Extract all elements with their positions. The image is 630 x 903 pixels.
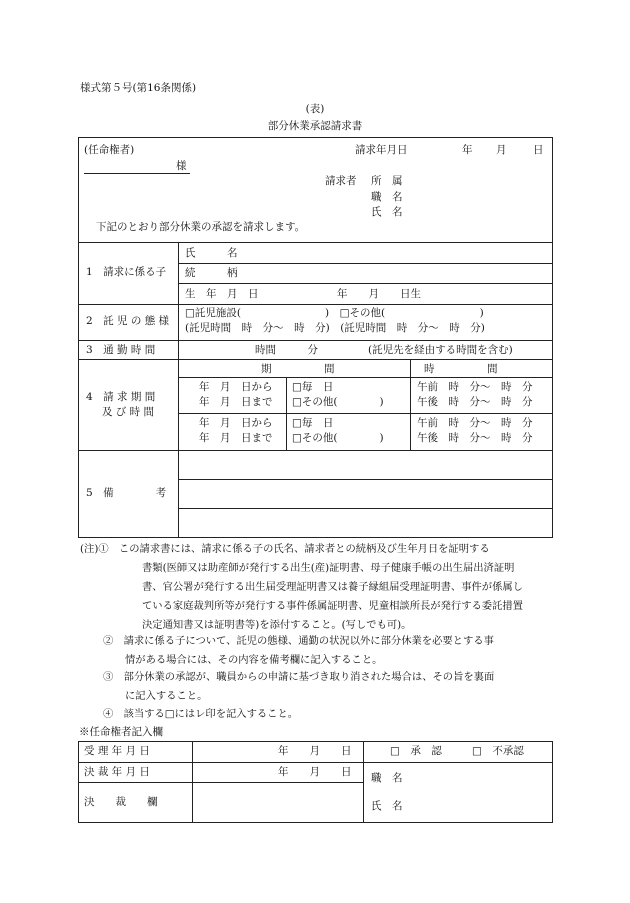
row2-other: □その他( ) <box>292 432 384 444</box>
appointer-section-title: ※任命権者記入欄 <box>79 726 163 738</box>
sama-label: 様 <box>176 160 187 172</box>
receipt-date-label: 受 理 年 月 日 <box>84 745 150 757</box>
divider <box>78 242 553 243</box>
request-month: 月 <box>496 144 507 156</box>
row2-am: 午前 時 分～ 時 分 <box>417 417 533 429</box>
approver-name-label: 氏 名 <box>371 800 403 812</box>
dept-label: 所 属 <box>371 175 403 187</box>
divider <box>78 359 553 360</box>
birth-date-label: 生 年 月 日 <box>185 288 259 300</box>
section2-label: 2 託 児 の 態 様 <box>86 315 170 327</box>
section5-label: 5 備 考 <box>86 487 167 499</box>
request-statement: 下記のとおり部分休業の承認を請求します。 <box>96 221 306 233</box>
divider <box>178 413 553 414</box>
appointer-name-line <box>84 173 190 174</box>
main-table <box>78 137 553 538</box>
row2-daily: □毎 日 <box>292 417 334 429</box>
section4-label-line2: 及 び 時 間 <box>102 406 155 418</box>
reject-checkbox[interactable]: □ 不承認 <box>472 745 524 757</box>
note-line: ている家庭裁判所等が発行する事件係属証明書、児童相談所長が発行する委託措置 <box>142 600 523 612</box>
divider <box>178 508 553 509</box>
period-type-divider <box>286 377 287 450</box>
note-line: 書、官公署が発行する出生届受理証明書又は養子縁組届受理証明書、事件が係属し <box>142 581 523 593</box>
divider <box>178 283 553 284</box>
period-header: 期 間 <box>261 363 335 375</box>
note-line: 情がある場合には、その内容を備考欄に記入すること。 <box>125 654 383 666</box>
note-line: ③ 部分休業の承認が、職員からの申請に基づき取り消された場合は、その旨を裏面 <box>103 671 495 683</box>
row1-other: □その他( ) <box>292 396 384 408</box>
request-day: 日 <box>533 144 544 156</box>
childcare-line1: □託児施設( ) □その他( ) <box>185 307 484 319</box>
divider <box>178 479 553 480</box>
commute-time-note: (託児先を経由する時間を含む) <box>368 344 513 356</box>
label-column-line <box>178 242 179 538</box>
commute-time-value: 時間 分 <box>255 344 318 356</box>
receipt-date-value: 年 月 日 <box>278 745 352 757</box>
section3-label: 3 通 勤 時 間 <box>86 344 156 356</box>
name-label: 氏 名 <box>371 206 403 218</box>
decision-date-label: 決 裁 年 月 日 <box>84 766 150 778</box>
child-name-label: 氏 名 <box>185 247 238 259</box>
note-line: ② 請求に係る子について、託児の態様、通勤の状況以外に部分休業を必要とする事 <box>103 635 494 647</box>
note-line: に記入すること。 <box>125 690 208 702</box>
note-line: 書類(医師又は助産師が発行する出生(産)証明書、母子健康手帳の出生届出済証明 <box>142 562 515 574</box>
column-line <box>363 741 364 823</box>
request-year: 年 <box>462 144 473 156</box>
request-date-label: 請求年月日 <box>355 144 408 156</box>
divider <box>78 782 363 783</box>
divider <box>78 340 553 341</box>
period-time-divider <box>410 359 411 450</box>
row1-to: 年 月 日まで <box>199 396 273 408</box>
row2-from: 年 月 日から <box>199 417 273 429</box>
row1-am: 午前 時 分～ 時 分 <box>417 381 533 393</box>
front-marker: (表) <box>305 103 325 115</box>
requester-label: 請求者 <box>325 175 357 187</box>
note-line: ④ 該当する□にはレ印を記入すること。 <box>103 708 299 720</box>
note-line: 決定通知書又は証明書等)を添付すること。(写しでも可)。 <box>142 619 412 631</box>
position-label: 職 名 <box>371 191 403 203</box>
divider <box>78 450 553 451</box>
approver-position-label: 職 名 <box>371 772 403 784</box>
time-header: 時 間 <box>424 363 498 375</box>
approve-checkbox[interactable]: □ 承 認 <box>390 745 442 757</box>
decision-date-value: 年 月 日 <box>278 766 352 778</box>
row1-daily: □毎 日 <box>292 381 334 393</box>
column-line <box>192 741 193 823</box>
childcare-line2: (託児時間 時 分～ 時 分) (託児時間 時 分～ 時 分) <box>185 322 485 334</box>
divider <box>78 762 553 763</box>
section4-label-line1: 4 請 求 期 間 <box>86 391 156 403</box>
relation-label: 続 柄 <box>185 267 238 279</box>
divider <box>178 377 553 378</box>
note-line: (注)① この請求書には、請求に係る子の氏名、請求者との続柄及び生年月日を証明する <box>80 543 490 555</box>
divider <box>178 263 553 264</box>
page-title: 部分休業承認請求書 <box>267 120 363 132</box>
form-number: 様式第５号(第16条関係) <box>80 82 197 94</box>
appointer-label: (任命権者) <box>84 144 135 156</box>
decision-label: 決 裁 欄 <box>84 796 158 808</box>
birth-date-value: 年 月 日生 <box>337 288 421 300</box>
row1-from: 年 月 日から <box>199 381 273 393</box>
section1-label: 1 請求に係る子 <box>86 266 167 278</box>
divider <box>78 304 553 305</box>
row1-pm: 午後 時 分～ 時 分 <box>417 396 533 408</box>
row2-to: 年 月 日まで <box>199 432 273 444</box>
row2-pm: 午後 時 分～ 時 分 <box>417 432 533 444</box>
